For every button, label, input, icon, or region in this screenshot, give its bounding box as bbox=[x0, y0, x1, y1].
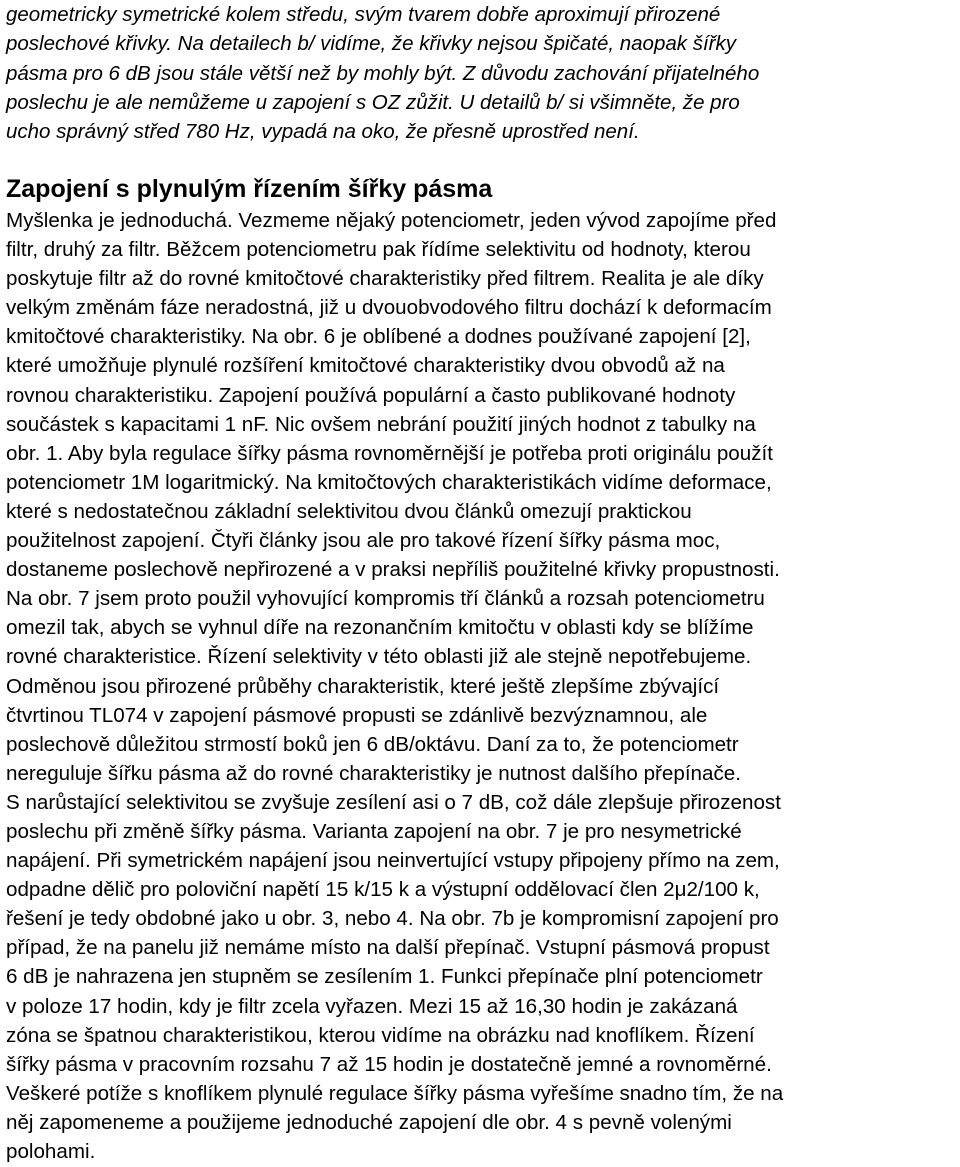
text-line: rovnou charakteristiku. Zapojení používá populární a často publikované hodnoty bbox=[6, 383, 736, 407]
text-line: poslechově důležitou strmostí boků jen 6 dB/oktávu. Daní za to, že potenciometr bbox=[6, 732, 739, 756]
text-line: poslechu je ale nemůžeme u zapojení s OZ zůžit. U detailů b/ si všimněte, že pro bbox=[6, 90, 740, 114]
section-heading: Zapojení s plynulým řízením šířky pásma bbox=[6, 175, 493, 203]
text-line: Myšlenka je jednoduchá. Vezmeme nějaký potenciometr, jeden vývod zapojíme před bbox=[6, 209, 777, 232]
text-line: kmitočtové charakteristiky. Na obr. 6 je oblíbené a dodnes používané zapojení [2], bbox=[6, 325, 751, 349]
text-line: S narůstající selektivitou se zvyšuje zesílení asi o 7 dB, což dále zlepšuje přirozenost bbox=[6, 790, 781, 814]
text-line: Odměnou jsou přirozené průběhy charakteristik, které ještě zlepšíme zbývající bbox=[6, 674, 720, 698]
text-line: filtr, druhý za filtr. Běžcem potenciometru pak řídíme selektivitu od hodnoty, kterou bbox=[6, 238, 751, 262]
body-paragraph bbox=[6, 206, 783, 1166]
text-line: použitelnost zapojení. Čtyři články jsou ale pro takové řízení šířky pásma moc, bbox=[6, 529, 721, 553]
text-line: potenciometr 1M logaritmický. Na kmitočtových charakteristikách vidíme deformace, bbox=[6, 470, 772, 494]
text-line: které umožňuje plynulé rozšíření kmitočtové charakteristiky dvou obvodů až na bbox=[6, 354, 725, 378]
text-line: poskytuje filtr až do rovné kmitočtové charakteristiky před filtrem. Realita je ale díky bbox=[6, 267, 764, 291]
text-line: odpadne dělič pro poloviční napětí 15 k/15 k a výstupní oddělovací člen 2μ2/100 k, bbox=[6, 878, 760, 902]
text-line: které s nedostatečnou základní selektivitou dvou článků omezují praktickou bbox=[6, 499, 692, 523]
text-line: poslechové křivky. Na detailech b/ vidíme, že křivky nejsou špičaté, naopak šířky bbox=[6, 32, 736, 56]
text-line: geometricky symetrické kolem středu, svým tvarem dobře aproximují přirozené bbox=[6, 3, 721, 26]
text-line: šířky pásma v pracovním rozsahu 7 až 15 hodin je dostatečně jemné a rovnoměrné. bbox=[6, 1052, 772, 1076]
text-line: obr. 1. Aby byla regulace šířky pásma rovnoměrnější je potřeba proti originálu použít bbox=[6, 441, 773, 465]
text-line: nereguluje šířku pásma až do rovné charakteristiky je nutnost dalšího přepínače. bbox=[6, 761, 741, 785]
text-line: dostaneme poslechově nepřirozené a v praksi nepříliš použitelné křivky propustnosti. bbox=[6, 558, 780, 582]
text-line: Veškeré potíže s knoflíkem plynulé regulace šířky pásma vyřešíme snadno tím, že na bbox=[6, 1081, 784, 1105]
text-line: poslechu při změně šířky pásma. Varianta zapojení na obr. 7 je pro nesymetrické bbox=[6, 819, 742, 843]
text-line: velkým změnám fáze neradostná, již u dvouobvodového filtru dochází k deformacím bbox=[6, 296, 772, 320]
text-line: případ, že na panelu již nemáme místo na další přepínač. Vstupní pásmová propust bbox=[6, 936, 770, 960]
text-line: Na obr. 7 jsem proto použil vyhovující kompromis tří článků a rozsah potenciometru bbox=[6, 587, 765, 611]
document-page bbox=[6, 0, 954, 1163]
text-line: rovné charakteristice. Řízení selektivity v této oblasti již ale stejně nepotřebujeme. bbox=[6, 645, 752, 669]
intro-paragraph bbox=[6, 0, 954, 146]
text-line: ucho správný střed 780 Hz, vypadá na oko, že přesně uprostřed není. bbox=[6, 120, 640, 144]
text-line: čtvrtinou TL074 v zapojení pásmové propusti se zdánlivě bezvýznamnou, ale bbox=[6, 703, 708, 727]
text-line: součástek s kapacitami 1 nF. Nic ovšem nebrání použití jiných hodnot z tabulky na bbox=[6, 412, 756, 436]
text-line: něj zapomeneme a použijeme jednoduché zapojení dle obr. 4 s pevně volenými bbox=[6, 1110, 732, 1134]
text-line: pásma pro 6 dB jsou stále větší než by mohly být. Z důvodu zachování přijatelného bbox=[6, 61, 760, 85]
text-line: zóna se špatnou charakteristikou, kterou vidíme na obrázku nad knoflíkem. Řízení bbox=[6, 1023, 755, 1047]
text-line: 6 dB je nahrazena jen stupněm se zesílením 1. Funkci přepínače plní potenciometr bbox=[6, 965, 763, 989]
text-line: polohami. bbox=[6, 1140, 96, 1163]
text-line: omezil tak, abych se vyhnul díře na rezonančním kmitočtu v oblasti kdy se blížíme bbox=[6, 616, 754, 640]
text-line: řešení je tedy obdobné jako u obr. 3, nebo 4. Na obr. 7b je kompromisní zapojení pro bbox=[6, 907, 779, 931]
text-line: napájení. Při symetrickém napájení jsou neinvertující vstupy připojeny přímo na zem, bbox=[6, 849, 780, 873]
text-line: v poloze 17 hodin, kdy je filtr zcela vyřazen. Mezi 15 až 16,30 hodin je zakázaná bbox=[6, 994, 738, 1018]
